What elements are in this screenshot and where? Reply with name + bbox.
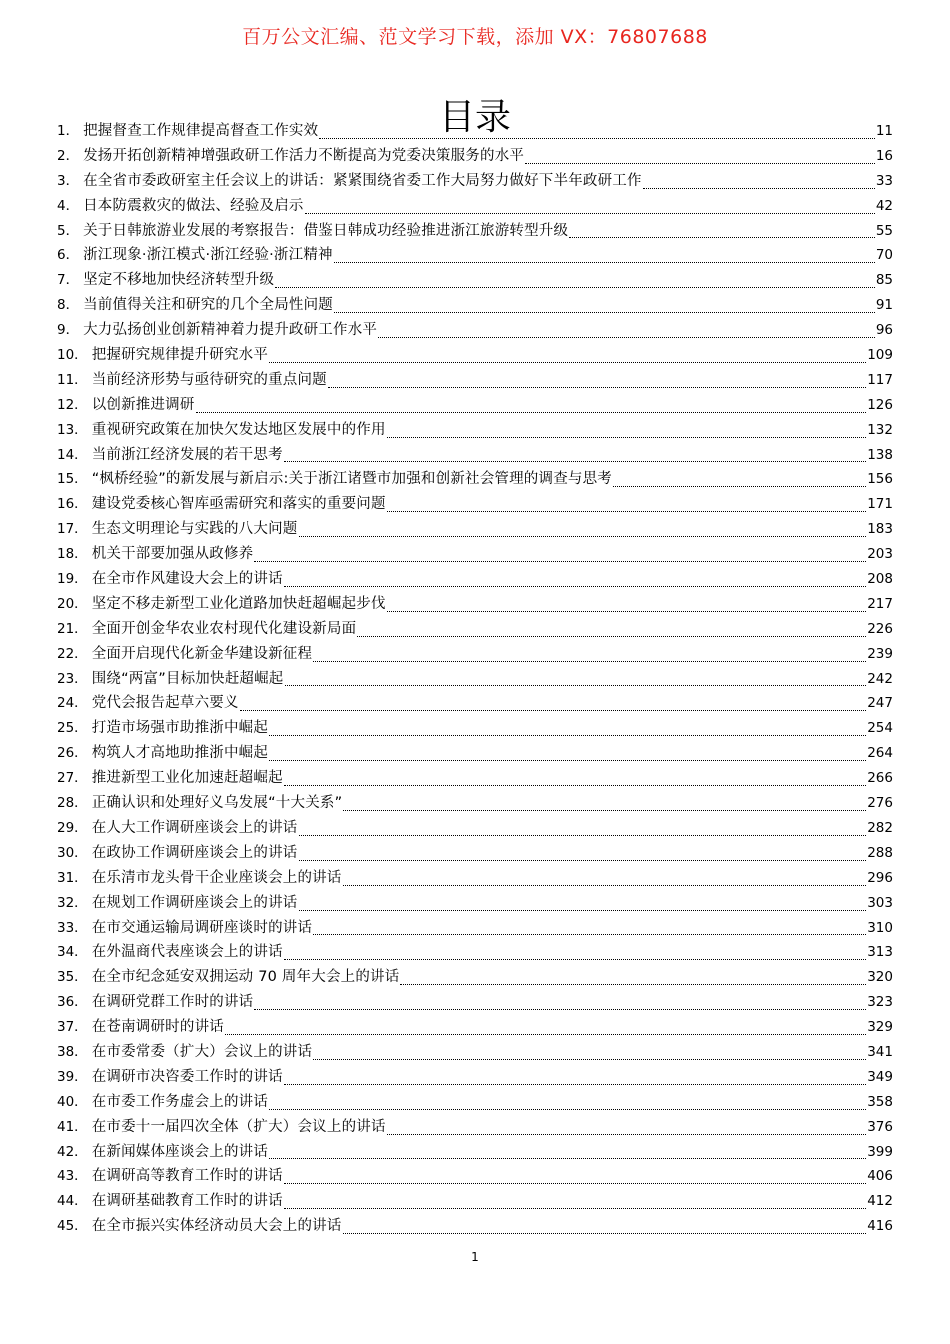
toc-entry-number: 9． [57,322,80,339]
toc-entry[interactable] [57,517,893,542]
toc-entry-number: 29． [57,819,88,836]
toc-entry[interactable] [57,293,893,318]
toc-entry-title[interactable]: 正确认识和处理好义乌发展“十大关系” [91,795,343,812]
toc-dot-leader [284,959,866,960]
toc-dot-leader [269,760,866,761]
toc-entry[interactable] [57,318,893,343]
toc-entry-title[interactable]: 在市委工作务虚会上的讲话 [91,1093,269,1110]
toc-dot-leader [275,287,875,288]
toc-entry-title[interactable]: 大力弘扬创业创新精神着力提升政研工作水平 [83,322,378,339]
toc-entry-title[interactable]: 在全省市委政研室主任会议上的讲话：紧紧围绕省委工作大局努力做好下半年政研工作 [83,172,642,189]
toc-entry-title[interactable]: 当前浙江经济发展的若干思考 [91,446,283,463]
toc-entry-title[interactable]: 在市委十一届四次全体（扩大）会议上的讲话 [91,1118,386,1135]
toc-entry-page[interactable]: 349 [867,1068,893,1085]
toc-entry-number: 25． [57,720,88,737]
toc-entry-page[interactable]: 276 [867,795,893,812]
toc-entry-number: 14． [57,446,88,463]
toc-entry-title[interactable]: 日本防震救灾的做法、经验及启示 [83,197,304,214]
toc-entry-title[interactable]: 围绕“两富”目标加快赶超崛起 [91,670,284,687]
toc-entry-number: 43． [57,1168,88,1185]
toc-entry-page[interactable]: 85 [875,272,893,289]
toc-dot-leader [313,661,866,662]
toc-entry[interactable] [57,219,893,244]
toc-dot-leader [305,213,875,214]
toc-entry-title[interactable]: 在全市纪念延安双拥运动 70 周年大会上的讲话 [91,969,400,986]
toc-entry-page[interactable]: 70 [875,247,893,264]
toc-entry[interactable] [57,542,893,567]
toc-entry-number: 36． [57,994,88,1011]
toc-dot-leader [269,735,866,736]
toc-entry-title[interactable]: 在调研党群工作时的讲话 [91,994,254,1011]
toc-entry-page[interactable]: 323 [867,994,893,1011]
toc-entry[interactable] [57,368,893,393]
toc-entry-number: 32． [57,894,88,911]
toc-entry-number: 30． [57,844,88,861]
toc-entry-page[interactable]: 96 [875,322,893,339]
toc-entry[interactable] [57,1090,893,1115]
toc-dot-leader [319,138,875,139]
toc-entry-number: 37． [57,1019,88,1036]
toc-dot-leader [225,1034,866,1035]
toc-entry-page[interactable]: 55 [875,222,893,239]
toc-entry-number: 42． [57,1143,88,1160]
toc-entry-page[interactable]: 156 [867,471,893,488]
toc-entry-number: 41． [57,1118,88,1135]
toc-dot-leader [299,835,867,836]
toc-entry-number: 16． [57,496,88,513]
toc-dot-leader [269,1109,866,1110]
toc-entry-title[interactable]: 党代会报告起草六要义 [91,695,239,712]
toc-entry[interactable] [57,667,893,692]
toc-entry-number: 17． [57,521,88,538]
toc-entry[interactable] [57,567,893,592]
toc-entry[interactable] [57,169,893,194]
toc-entry[interactable] [57,343,893,368]
toc-entry-title[interactable]: 浙江现象·浙江模式·浙江经验·浙江精神 [83,247,333,264]
toc-entry[interactable] [57,1164,893,1189]
toc-entry-page[interactable]: 109 [867,347,893,364]
toc-dot-leader [643,188,875,189]
toc-entry[interactable] [57,841,893,866]
toc-entry-title[interactable]: 当前经济形势与亟待研究的重点问题 [91,371,327,388]
toc-dot-leader [387,511,867,512]
toc-entry-page[interactable]: 91 [875,297,893,314]
toc-entry[interactable] [57,1040,893,1065]
toc-dot-leader [313,934,866,935]
toc-entry-number: 23． [57,670,88,687]
toc-entry-title[interactable]: 在市委常委（扩大）会议上的讲话 [91,1043,313,1060]
toc-entry-title[interactable]: 建设党委核心智库亟需研究和落实的重要问题 [91,496,386,513]
toc-entry-number: 8． [57,297,80,314]
toc-entry-number: 26． [57,745,88,762]
toc-entry-number: 33． [57,919,88,936]
toc-dot-leader [343,885,867,886]
toc-entry-page[interactable]: 226 [867,620,893,637]
toc-entry-page[interactable]: 171 [867,496,893,513]
toc-entry-page[interactable]: 16 [875,147,893,164]
toc-entry-page[interactable]: 264 [867,745,893,762]
toc-entry-number: 10． [57,347,88,364]
toc-dot-leader [284,1183,866,1184]
toc-entry[interactable] [57,1115,893,1140]
toc-entry[interactable] [57,194,893,219]
toc-entry-title[interactable]: 在人大工作调研座谈会上的讲话 [91,819,298,836]
toc-entry-page[interactable]: 303 [867,894,893,911]
toc-dot-leader [387,437,867,438]
toc-entry-title[interactable]: 构筑人才高地助推浙中崛起 [91,745,269,762]
toc-entry-page[interactable]: 416 [867,1218,893,1235]
toc-entry[interactable] [57,816,893,841]
toc-entry-number: 7． [57,272,80,289]
toc-entry[interactable] [57,393,893,418]
toc-entry-number: 28． [57,795,88,812]
toc-entry-number: 2． [57,147,80,164]
toc-entry-number: 3． [57,172,80,189]
toc-entry-number: 20． [57,595,88,612]
toc-dot-leader [196,412,867,413]
toc-entry[interactable] [57,1065,893,1090]
toc-dot-leader [334,312,875,313]
toc-entry-number: 45． [57,1218,88,1235]
toc-entry-page[interactable]: 358 [867,1093,893,1110]
toc-dot-leader [284,785,866,786]
toc-entry-page[interactable]: 399 [867,1143,893,1160]
toc-entry[interactable] [57,492,893,517]
toc-dot-leader [387,1134,867,1135]
toc-dot-leader [343,810,866,811]
toc-entry[interactable] [57,119,893,144]
toc-dot-leader [299,860,867,861]
toc-entry-title[interactable]: 打造市场强市助推浙中崛起 [91,720,269,737]
toc-entry-title[interactable]: 在市交通运输局调研座谈时的讲话 [91,919,313,936]
toc-entry-page[interactable]: 310 [867,919,893,936]
toc-entry-title[interactable]: 在全市振兴实体经济动员大会上的讲话 [91,1218,342,1235]
toc-entry-title[interactable]: 坚定不移走新型工业化道路加快赶超崛起步伐 [91,595,386,612]
toc-entry-number: 34． [57,944,88,961]
toc-entry[interactable] [57,990,893,1015]
toc-entry-page[interactable]: 320 [867,969,893,986]
toc-entry-page[interactable]: 288 [867,844,893,861]
toc-dot-leader [254,561,866,562]
toc-entry-title[interactable]: 把握督查工作规律提高督查工作实效 [83,123,319,139]
toc-entry-title[interactable]: 在调研高等教育工作时的讲话 [91,1168,283,1185]
toc-dot-leader [387,611,867,612]
toc-entry-page[interactable]: 341 [867,1043,893,1060]
toc-entry-number: 5． [57,222,80,239]
toc-dot-leader [525,163,875,164]
header-banner: 百万公文汇编、范文学习下载，添加 VX：76807688 [242,26,708,48]
toc-entry[interactable] [57,1189,893,1214]
toc-entry[interactable] [57,1140,893,1165]
toc-entry[interactable] [57,243,893,268]
toc-entry-number: 19． [57,571,88,588]
toc-entry-page[interactable]: 208 [867,571,893,588]
toc-dot-leader [284,586,866,587]
toc-dot-leader [269,1158,866,1159]
toc-entry-page[interactable]: 217 [867,595,893,612]
toc-entry[interactable] [57,592,893,617]
toc-entry-page[interactable]: 282 [867,819,893,836]
toc-entry-title[interactable]: 在规划工作调研座谈会上的讲话 [91,894,298,911]
toc-entry-page[interactable]: 138 [867,446,893,463]
toc-dot-leader [284,461,866,462]
toc-entry-number: 39． [57,1068,88,1085]
toc-dot-leader [285,685,867,686]
toc-entry-page[interactable]: 203 [867,546,893,563]
toc-entry-number: 21． [57,620,88,637]
toc-entry-title[interactable]: 重视研究政策在加快欠发达地区发展中的作用 [91,421,386,438]
toc-entry[interactable] [57,766,893,791]
toc-entry-title[interactable]: 在苍南调研时的讲话 [91,1019,224,1036]
toc-entry-title[interactable]: 在乐清市龙头骨干企业座谈会上的讲话 [91,869,342,886]
toc-entry-title[interactable]: 把握研究规律提升研究水平 [91,347,269,364]
toc-entry-number: 13． [57,421,88,438]
toc-entry-number: 22． [57,645,88,662]
toc-entry-title[interactable]: 关于日韩旅游业发展的考察报告：借鉴日韩成功经验推进浙江旅游转型升级 [83,222,569,239]
toc-entry[interactable] [57,268,893,293]
toc-entry-number: 15． [57,471,88,488]
toc-dot-leader [613,486,866,487]
toc-entry-title[interactable]: 在调研市决咨委工作时的讲话 [91,1068,283,1085]
toc-dot-leader [240,710,867,711]
toc-entry-number: 31． [57,869,88,886]
toc-dot-leader [299,910,867,911]
toc-entry-title[interactable]: 全面开创金华农业农村现代化建设新局面 [91,620,357,637]
toc-entry-title[interactable]: 在调研基础教育工作时的讲话 [91,1193,283,1210]
toc-entry-number: 35． [57,969,88,986]
toc-dot-leader [269,362,866,363]
toc-dot-leader [284,1208,866,1209]
toc-entry[interactable] [57,642,893,667]
toc-entry-title[interactable]: 在全市作风建设大会上的讲话 [91,571,283,588]
toc-entry-number: 4． [57,197,80,214]
toc-entry[interactable] [57,866,893,891]
toc-entry-page[interactable]: 254 [867,720,893,737]
toc-dot-leader [343,1233,867,1234]
toc-entry-page[interactable]: 376 [867,1118,893,1135]
toc-entry-title[interactable]: 机关干部要加强从政修养 [91,546,254,563]
toc-entry-title[interactable]: 发扬开拓创新精神增强政研工作活力不断提高为党委决策服务的水平 [83,147,525,164]
toc-dot-leader [400,984,866,985]
toc-entry-title[interactable]: 在政协工作调研座谈会上的讲话 [91,844,298,861]
toc-entry[interactable] [57,791,893,816]
toc-entry-title[interactable]: 以创新推进调研 [91,396,195,413]
toc-dot-leader [254,1009,866,1010]
toc-entry-page[interactable]: 33 [875,172,893,189]
toc-entry-number: 6． [57,247,80,264]
toc-entry-title[interactable]: 全面开启现代化新金华建设新征程 [91,645,313,662]
toc-entry-page[interactable]: 42 [875,197,893,214]
toc-entry-number: 24． [57,695,88,712]
toc-entry[interactable] [57,916,893,941]
toc-dot-leader [284,1084,866,1085]
toc-entry-number: 1． [57,123,80,139]
toc-entry-page[interactable]: 313 [867,944,893,961]
toc-entry-number: 44． [57,1193,88,1210]
toc-entry-page[interactable]: 239 [867,645,893,662]
toc-entry[interactable] [57,144,893,169]
toc-entry-page[interactable]: 412 [867,1193,893,1210]
toc-entry-page[interactable]: 126 [867,396,893,413]
toc-entry[interactable] [57,940,893,965]
toc-entry-page[interactable]: 11 [875,123,893,139]
toc-entry-title[interactable]: 推进新型工业化加速赶超崛起 [91,770,283,787]
toc-dot-leader [334,262,875,263]
toc-entry[interactable] [57,617,893,642]
toc-dot-leader [357,636,866,637]
page-number: 1 [471,1250,479,1264]
toc-entry-page[interactable]: 247 [867,695,893,712]
toc-entry[interactable] [57,467,893,492]
toc-dot-leader [313,1059,866,1060]
toc-entry-number: 12． [57,396,88,413]
toc-entry-number: 27． [57,770,88,787]
toc-entry-page[interactable]: 406 [867,1168,893,1185]
toc-entry[interactable] [57,1015,893,1040]
toc-entry-page[interactable]: 183 [867,521,893,538]
toc-entry[interactable] [57,965,893,990]
toc-entry-page[interactable]: 242 [867,670,893,687]
toc-entry-title[interactable]: 坚定不移地加快经济转型升级 [83,272,275,289]
toc-title: 目录 [438,97,511,139]
toc-entry[interactable] [57,1214,893,1239]
toc-entry-number: 18． [57,546,88,563]
toc-entry-page[interactable]: 132 [867,421,893,438]
toc-entry[interactable] [57,716,893,741]
toc-entry[interactable] [57,741,893,766]
toc-entry-number: 38． [57,1043,88,1060]
toc-dot-leader [328,387,866,388]
toc-dot-leader [299,536,867,537]
toc-entry-title[interactable]: 生态文明理论与实践的八大问题 [91,521,298,538]
toc-entry[interactable] [57,891,893,916]
toc-entry-number: 11． [57,371,88,388]
toc-dot-leader [378,337,875,338]
toc-entry-title[interactable]: “枫桥经验”的新发展与新启示:关于浙江诸暨市加强和创新社会管理的调查与思考 [91,471,612,488]
toc-entry-page[interactable]: 296 [867,869,893,886]
toc-entry-number: 40． [57,1093,88,1110]
toc-entry-title[interactable]: 在外温商代表座谈会上的讲话 [91,944,283,961]
toc-entry-page[interactable]: 117 [867,371,893,388]
toc-entry-title[interactable]: 在新闻媒体座谈会上的讲话 [91,1143,269,1160]
toc-entry-title[interactable]: 当前值得关注和研究的几个全局性问题 [83,297,333,314]
toc-entry[interactable] [57,443,893,468]
toc-entry[interactable] [57,418,893,443]
toc-entry[interactable] [57,691,893,716]
toc-entry-page[interactable]: 266 [867,770,893,787]
toc-list [57,119,893,1239]
toc-dot-leader [569,237,875,238]
toc-entry-page[interactable]: 329 [867,1019,893,1036]
